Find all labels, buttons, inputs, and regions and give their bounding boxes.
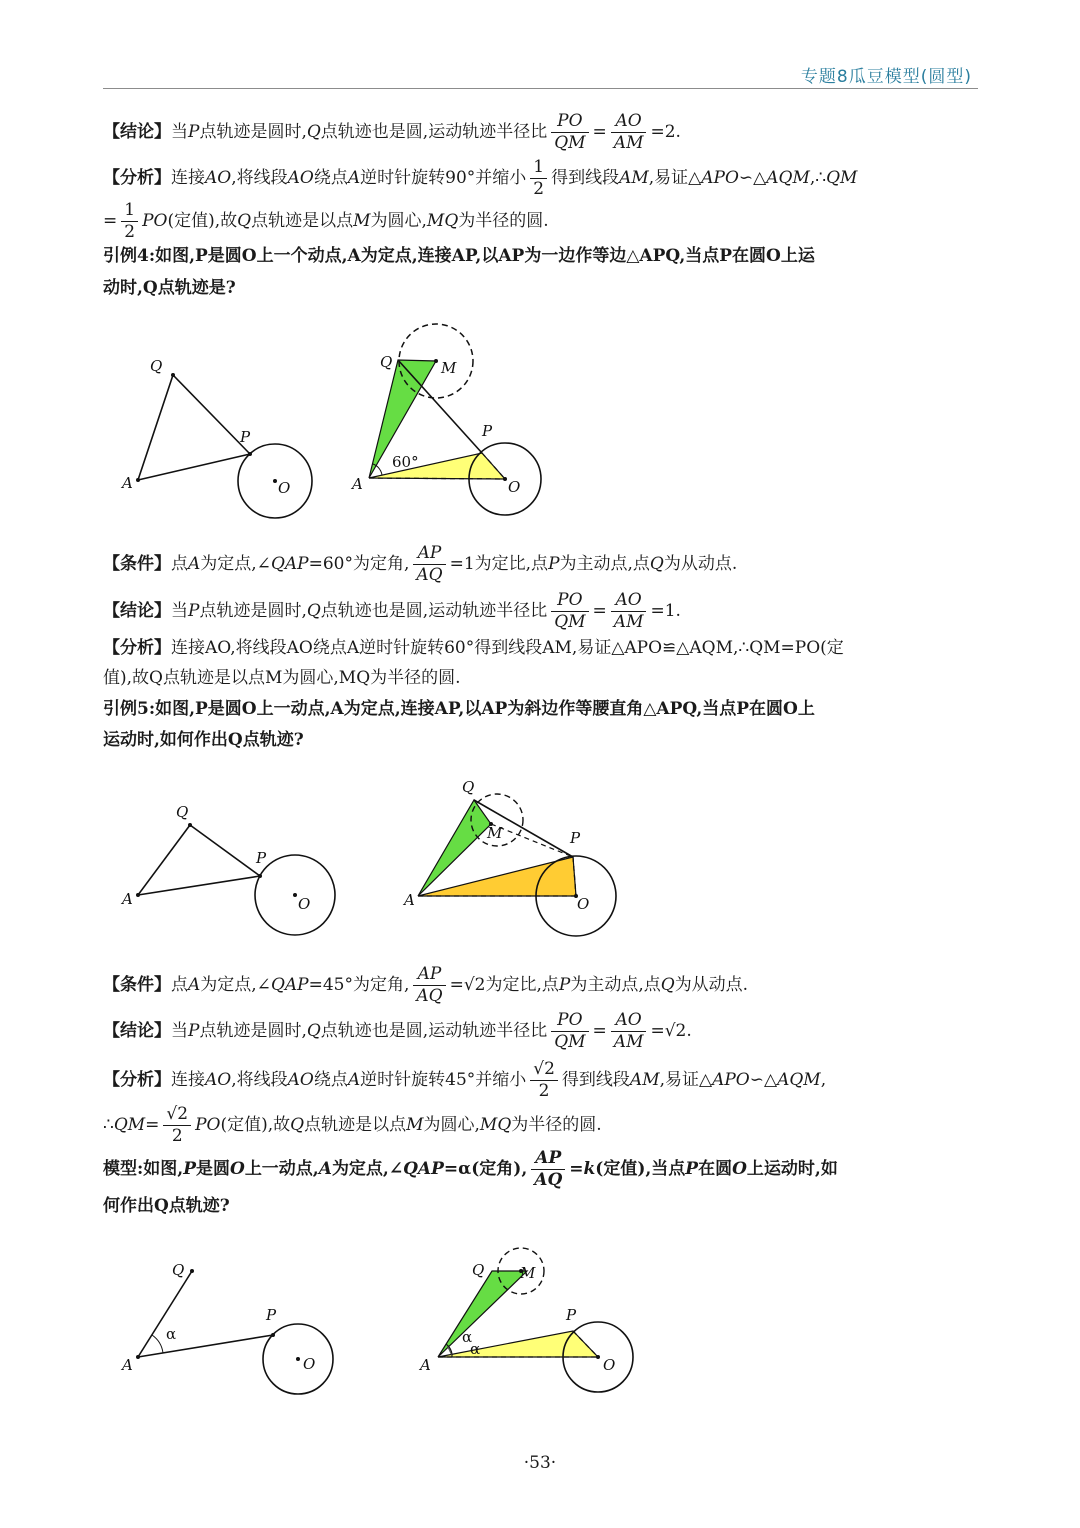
label-p: P xyxy=(482,422,493,440)
figure-5-angle xyxy=(110,1255,340,1395)
figure-6-rotated xyxy=(410,1240,640,1400)
analysis-4-line2: 值),故Q点轨迹是以点M为圆心,MQ为半径的圆. xyxy=(103,668,461,688)
header-title: 专题8瓜豆模型(圆型) xyxy=(800,67,972,87)
figure-3-triangle xyxy=(110,795,350,945)
condition-4: 【条件】点A为定点,∠QAP=60°为定角, $\frac{AP}{AQ}$ =1为定比,点P为主动点,点Q为从动点. xyxy=(103,543,738,585)
label-a: A xyxy=(352,475,363,493)
analysis-5-cont: ∴QM= $\frac{√2}{2}$ PO(定值),故Q点轨迹是以点M为圆心,MQ为半径的圆. xyxy=(103,1104,602,1146)
fraction-one-half-2: $\frac{1}{2}$ xyxy=(121,202,138,241)
label-o: O xyxy=(298,895,311,913)
label-q: Q xyxy=(472,1261,485,1279)
label-o: O xyxy=(508,478,521,496)
label-o: O xyxy=(577,895,590,913)
analysis-5: 【分析】连接AO,将线段AO绕点A逆时针旋转45°并缩小 $\frac{√2}{2}$ 得到线段AM,易证△APO∽△AQM, xyxy=(103,1059,827,1101)
figure-1-triangle xyxy=(110,340,330,530)
label-a: A xyxy=(122,890,133,908)
label-m: M xyxy=(520,1264,536,1282)
figure-2-rotated-triangle xyxy=(340,315,560,520)
label-q: Q xyxy=(380,353,393,371)
fraction-po-qm: $\frac{PO}{QM}$ xyxy=(551,113,588,152)
angle-label-2: α xyxy=(470,1340,481,1358)
fraction-ap-aq: $\frac{AP}{AQ}$ xyxy=(531,1150,565,1189)
example-5-line2: 运动时,如何作出Q点轨迹? xyxy=(103,730,304,750)
fraction-ao-am: $\frac{AO}{AM}$ xyxy=(611,113,647,152)
angle-label: α xyxy=(166,1325,177,1343)
page-number: ·53· xyxy=(523,1453,557,1473)
label-q: Q xyxy=(172,1261,185,1279)
label-p: P xyxy=(240,428,251,446)
fraction-po-qm: $\frac{PO}{QM}$ xyxy=(551,592,588,631)
label-o: O xyxy=(303,1355,316,1373)
analysis-4-line1: 【分析】连接AO,将线段AO绕点A逆时针旋转60°得到线段AM,易证△APO≌△AQM,∴QM=PO(定 xyxy=(103,638,844,658)
angle-label: 60° xyxy=(392,453,419,471)
fraction-ap-aq: $\frac{AP}{AQ}$ xyxy=(413,966,445,1005)
conclusion-1: 【结论】当P点轨迹是圆时,Q点轨迹也是圆,运动轨迹半径比 $\frac{PO}{QM}$ = $\frac{AO}{AM}$ =2. xyxy=(103,111,681,153)
page-header xyxy=(103,58,978,89)
label-a: A xyxy=(122,474,133,492)
label-q: Q xyxy=(462,778,475,796)
angle-label-1: α xyxy=(462,1328,473,1346)
label-m: M xyxy=(487,824,503,842)
label-o: O xyxy=(278,479,291,497)
fraction-one-half: $\frac{1}{2}$ xyxy=(530,159,547,198)
model-line2: 何作出Q点轨迹? xyxy=(103,1196,230,1216)
fraction-sqrt2-2: $\frac{√2}{2}$ xyxy=(530,1061,558,1100)
label-q: Q xyxy=(150,357,163,375)
figure-4-rotated-triangle xyxy=(400,775,630,950)
example-4-line1: 引例4:如图,P是圆O上一个动点,A为定点,连接AP,以AP为一边作等边△APQ,当点P在圆O上运 xyxy=(103,246,815,266)
condition-5: 【条件】点A为定点,∠QAP=45°为定角, $\frac{AP}{AQ}$ =√2为定比,点P为主动点,点Q为从动点. xyxy=(103,964,749,1006)
conclusion-4: 【结论】当P点轨迹是圆时,Q点轨迹也是圆,运动轨迹半径比 $\frac{PO}{QM}$ = $\frac{AO}{AM}$ =1. xyxy=(103,590,681,632)
label-m: M xyxy=(441,359,457,377)
label-a: A xyxy=(404,891,415,909)
fraction-ap-aq: $\frac{AP}{AQ}$ xyxy=(413,545,445,584)
label-p: P xyxy=(570,829,581,847)
label-a: A xyxy=(122,1356,133,1374)
fraction-ao-am: $\frac{AO}{AM}$ xyxy=(611,592,647,631)
example-4-line2: 动时,Q点轨迹是? xyxy=(103,278,236,298)
label-p: P xyxy=(566,1306,577,1324)
analysis-1-cont: = $\frac{1}{2}$ PO(定值),故Q点轨迹是以点M为圆心,MQ为半径的圆. xyxy=(103,200,549,242)
model-line1: 模型:如图,P是圆O上一动点,A为定点,∠QAP=α(定角), $\frac{AP}{AQ}$ =k(定值),当点P在圆O上运动时,如 xyxy=(103,1148,838,1190)
fraction-sqrt2-2b: $\frac{√2}{2}$ xyxy=(163,1106,191,1145)
label-o: O xyxy=(603,1356,616,1374)
label-p: P xyxy=(256,849,267,867)
conclusion-5: 【结论】当P点轨迹是圆时,Q点轨迹也是圆,运动轨迹半径比 $\frac{PO}{QM}$ = $\frac{AO}{AM}$ =√2. xyxy=(103,1010,692,1052)
label-p: P xyxy=(266,1306,277,1324)
label-a: A xyxy=(420,1356,431,1374)
analysis-1: 【分析】连接AO,将线段AO绕点A逆时针旋转90°并缩小 $\frac{1}{2}$ 得到线段AM,易证△APO∽△AQM,∴QM xyxy=(103,157,858,199)
label-q: Q xyxy=(176,803,189,821)
fraction-po-qm: $\frac{PO}{QM}$ xyxy=(551,1012,588,1051)
fraction-ao-am: $\frac{AO}{AM}$ xyxy=(611,1012,647,1051)
example-5-line1: 引例5:如图,P是圆O上一动点,A为定点,连接AP,以AP为斜边作等腰直角△APQ,当点P在圆O上 xyxy=(103,699,815,719)
